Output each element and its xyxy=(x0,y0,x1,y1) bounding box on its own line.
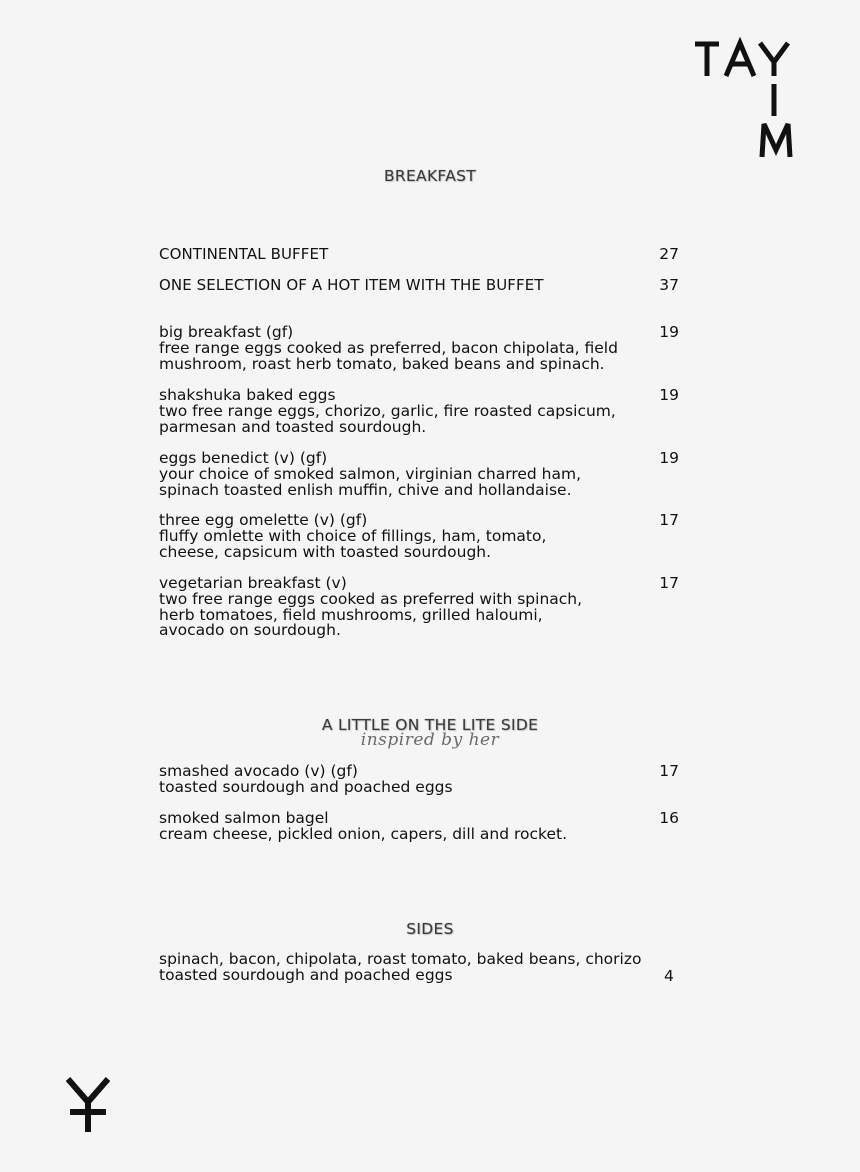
sides-heading: SIDES xyxy=(406,920,454,938)
item-price: 19 xyxy=(659,449,679,467)
item-name: smoked salmon bagel xyxy=(159,809,329,827)
item-description: cream cheese, pickled onion, capers, dill and rocket. xyxy=(159,824,567,843)
item-description: toasted sourdough and poached eggs xyxy=(159,777,453,796)
item-price: 37 xyxy=(659,276,679,294)
menu-item-vegetarian-breakfast xyxy=(159,576,679,639)
item-price: 17 xyxy=(659,574,679,592)
sides-price: 4 xyxy=(664,967,674,985)
item-name: smashed avocado (v) (gf) xyxy=(159,762,358,780)
sides-list xyxy=(159,952,679,984)
item-name: vegetarian breakfast (v) xyxy=(159,574,347,592)
item-name: shakshuka baked eggs xyxy=(159,386,336,404)
menu-item-hot-item-buffet xyxy=(159,278,679,294)
tayim-monogram-icon xyxy=(64,1076,112,1134)
item-name: CONTINENTAL BUFFET xyxy=(159,245,329,263)
item-name: eggs benedict (v) (gf) xyxy=(159,449,328,467)
item-description: avocado on sourdough. xyxy=(159,621,341,640)
tayim-logo xyxy=(694,36,798,160)
item-price: 16 xyxy=(659,809,679,827)
item-price: 17 xyxy=(659,762,679,780)
item-description: fluffy omlette with choice of fillings, ham, tomato, xyxy=(159,526,547,545)
item-description: two free range eggs, chorizo, garlic, fire roasted capsicum, xyxy=(159,401,616,420)
item-description: herb tomatoes, field mushrooms, grilled haloumi, xyxy=(159,605,543,624)
menu-item-shakshuka xyxy=(159,388,679,435)
menu-item-big-breakfast xyxy=(159,325,679,372)
item-description: cheese, capsicum with toasted sourdough. xyxy=(159,542,492,561)
menu-item-smashed-avocado xyxy=(159,764,679,796)
lite-side-heading: A LITTLE ON THE LITE SIDE xyxy=(321,716,539,734)
breakfast-heading: BREAKFAST xyxy=(383,167,477,185)
lite-side-subtitle: inspired by her xyxy=(360,730,500,750)
item-description: two free range eggs cooked as preferred with spinach, xyxy=(159,589,583,608)
item-description: your choice of smoked salmon, virginian charred ham, xyxy=(159,464,582,483)
item-price: 27 xyxy=(659,245,679,263)
item-description: free range eggs cooked as preferred, bacon chipolata, field xyxy=(159,338,618,357)
item-name: ONE SELECTION OF A HOT ITEM WITH THE BUFFET xyxy=(159,276,544,294)
tayim-logo-graphic xyxy=(694,36,798,160)
sides-line: spinach, bacon, chipolata, roast tomato, baked beans, chorizo xyxy=(159,950,642,968)
item-name: three egg omelette (v) (gf) xyxy=(159,511,368,529)
item-description: parmesan and toasted sourdough. xyxy=(159,417,427,436)
item-price: 19 xyxy=(659,323,679,341)
menu-item-eggs-benedict xyxy=(159,451,679,498)
item-description: mushroom, roast herb tomato, baked beans and spinach. xyxy=(159,354,605,373)
item-price: 19 xyxy=(659,386,679,404)
item-name: big breakfast (gf) xyxy=(159,323,294,341)
item-description: spinach toasted enlish muffin, chive and hollandaise. xyxy=(159,480,572,499)
menu-item-omelette xyxy=(159,513,679,560)
menu-item-smoked-salmon-bagel xyxy=(159,811,679,843)
menu-item-continental-buffet xyxy=(159,247,679,263)
sides-line: toasted sourdough and poached eggs xyxy=(159,965,453,984)
item-price: 17 xyxy=(659,511,679,529)
